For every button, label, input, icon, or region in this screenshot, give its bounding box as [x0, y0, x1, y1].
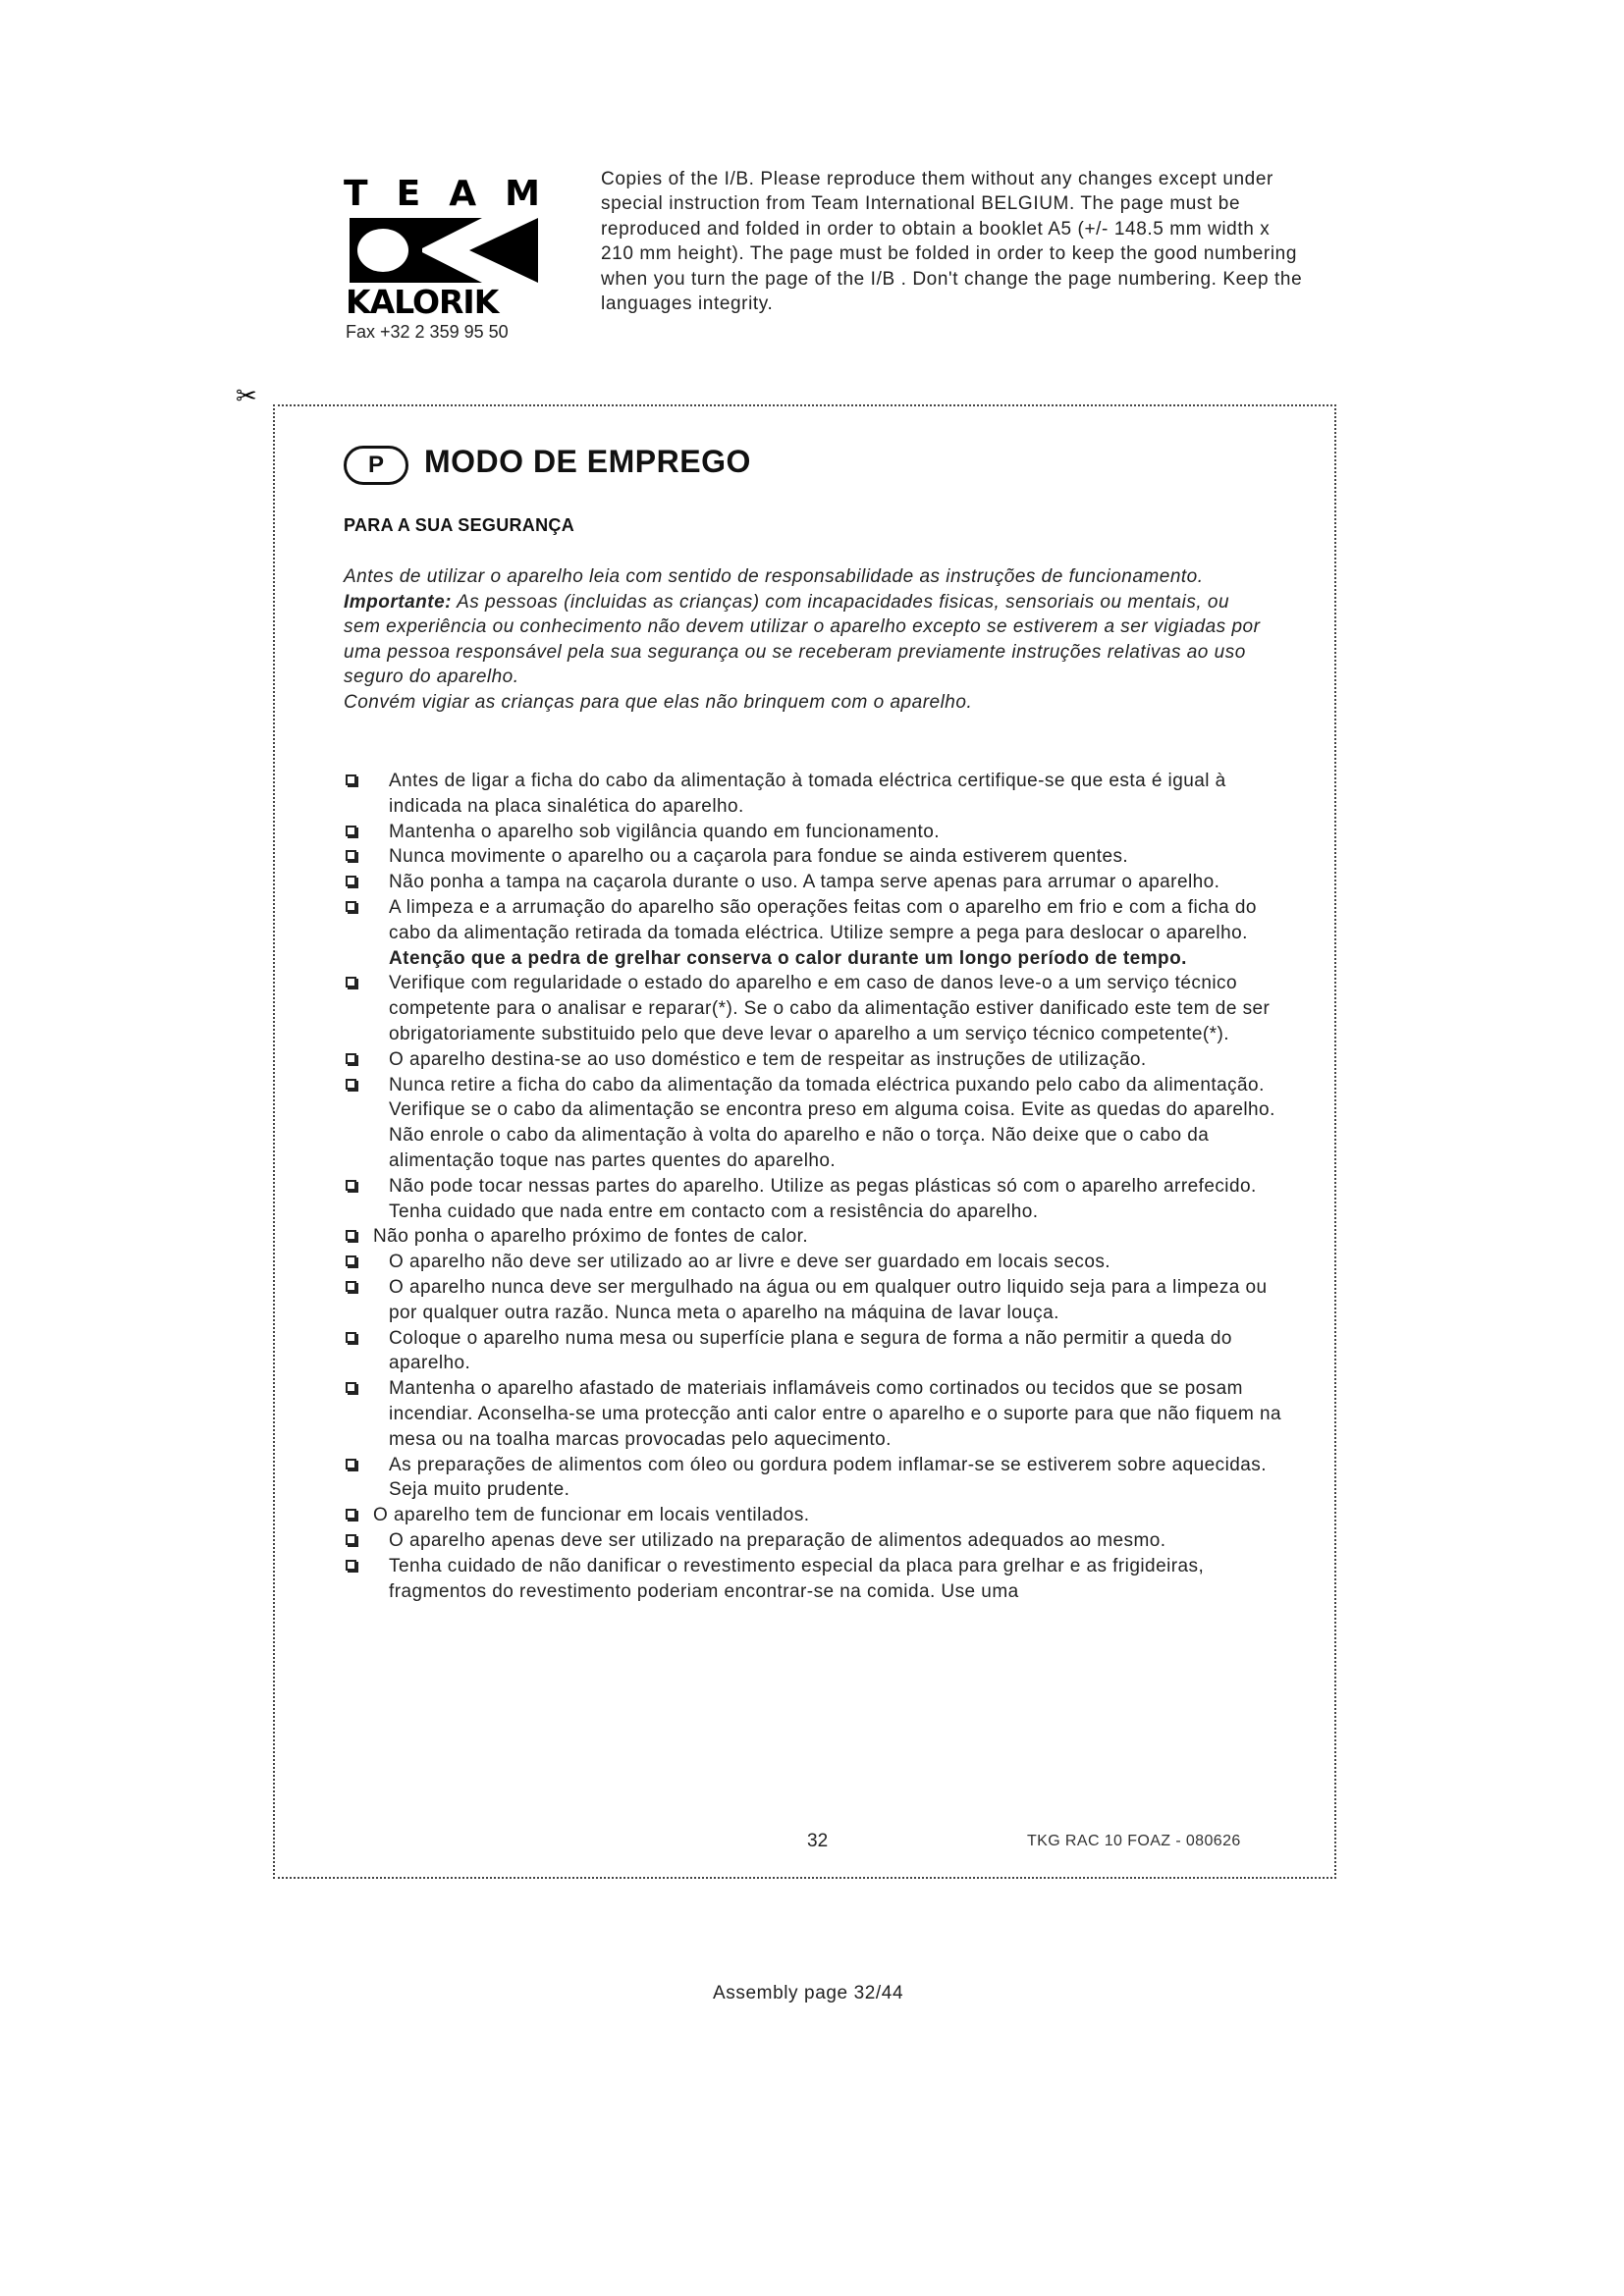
children-warning: Convém vigiar as crianças para que elas não brinquem com o aparelho.	[344, 691, 973, 713]
list-item: Nunca movimente o aparelho ou a caçarola para fondue se ainda estiverem quentes.	[344, 844, 1296, 870]
list-item: O aparelho tem de funcionar em locais ventilados.	[344, 1503, 1296, 1528]
checkbox-bullet-icon	[346, 1534, 356, 1545]
team-kalorik-logo	[344, 174, 542, 322]
checkbox-bullet-icon	[346, 1180, 356, 1191]
checkbox-bullet-icon	[346, 977, 356, 988]
list-item: Não ponha o aparelho próximo de fontes de calor.	[344, 1224, 1296, 1250]
list-item: O aparelho apenas deve ser utilizado na preparação de alimentos adequados ao mesmo.	[344, 1528, 1296, 1554]
language-badge: P	[344, 446, 408, 485]
list-item: Nunca retire a ficha do cabo da alimentação da tomada eléctrica puxando pelo cabo da alimentação. Verifique se o cabo da alimentação se encontra preso em alguma coisa. Evite as quedas do aparelho. Não enrole o cabo da alimentação à volta do aparelho e não o torça. Não deixe que o cabo da alimentação toque nas partes quentes do aparelho.	[344, 1073, 1296, 1174]
page-number: 32	[807, 1831, 829, 1851]
logo-wordmark: KALORIK	[346, 283, 499, 321]
intro-block	[344, 564, 1262, 716]
checkbox-bullet-icon	[346, 1560, 356, 1571]
list-item: O aparelho nunca deve ser mergulhado na água ou em qualquer outro liquido seja para a limpeza ou por qualquer outra razão. Nunca meta o aparelho na máquina de lavar louça.	[344, 1275, 1296, 1326]
page-title: MODO DE EMPREGO	[424, 444, 751, 479]
list-item: Coloque o aparelho numa mesa ou superfície plana e segura de forma a não permitir a queda do aparelho.	[344, 1326, 1296, 1377]
list-item: Mantenha o aparelho afastado de materiais inflamáveis como cortinados ou tecidos que se posam incendiar. Aconselha-se uma protecção anti calor entre o aparelho e o suporte para que não fiquem na mesa ou na toalha marcas provocadas pelo aquecimento.	[344, 1376, 1296, 1452]
checkbox-bullet-icon	[346, 901, 356, 912]
checkbox-bullet-icon	[346, 1332, 356, 1343]
fax-number: Fax +32 2 359 95 50	[346, 322, 509, 342]
list-item: Antes de ligar a ficha do cabo da alimentação à tomada eléctrica certifique-se que esta é igual à indicada na placa sinalética do aparelho.	[344, 769, 1296, 820]
important-text: As pessoas (incluidas as crianças) com incapacidades fisicas, sensoriais ou mentais, ou sem experiência ou conhecimento não devem utilizar o aparelho excepto se estiverem a ser vigiadas por uma pessoa responsável pela sua segurança ou se receberam previamente instruções relativas ao uso seguro do aparelho.	[344, 591, 1261, 688]
scissors-icon: ✂	[236, 381, 257, 410]
logo-team-letters: T E A M	[344, 174, 540, 214]
important-label: Importante:	[344, 591, 452, 613]
list-item: A limpeza e a arrumação do aparelho são operações feitas com o aparelho em frio e com a ficha do cabo da alimentação retirada da tomada eléctrica. Utilize sempre a pega para deslocar o aparelho. Atenção que a pedra de grelhar conserva o calor durante um longo período de tempo.	[344, 895, 1296, 971]
list-item: Verifique com regularidade o estado do aparelho e em caso de danos leve-o a um serviço técnico competente para o analisar e reparar(*). Se o cabo da alimentação estiver danificado este tem de ser obrigatoriamente substituido pelo que deve levar o aparelho a um serviço técnico competente(*).	[344, 971, 1296, 1046]
checkbox-bullet-icon	[346, 1459, 356, 1469]
checkbox-bullet-icon	[346, 1079, 356, 1090]
section-heading: PARA A SUA SEGURANÇA	[344, 515, 575, 535]
checkbox-bullet-icon	[346, 850, 356, 861]
document-code: TKG RAC 10 FOAZ - 080626	[1027, 1833, 1241, 1849]
important-paragraph	[344, 590, 1262, 690]
checkbox-bullet-icon	[346, 1281, 356, 1292]
list-item: O aparelho destina-se ao uso doméstico e tem de respeitar as instruções de utilização.	[344, 1047, 1296, 1073]
list-item: Tenha cuidado de não danificar o revestimento especial da placa para grelhar e as frigideiras, fragmentos do revestimento poderiam encontrar-se na comida. Use uma	[344, 1554, 1296, 1605]
checkbox-bullet-icon	[346, 1230, 356, 1241]
safety-list	[344, 769, 1296, 1604]
reproduction-instructions: Copies of the I/B. Please reproduce them without any changes except under special instruction from Team International BELGIUM. The page must be reproduced and folded in order to obtain a booklet A5 (+/- 148.5 mm width x 210 mm height). The page must be folded in order to keep the good numbering when you turn the page of the I/B . Don't change the page numbering. Keep the languages integrity.	[601, 169, 1303, 315]
list-item: Não pode tocar nessas partes do aparelho. Utilize as pegas plásticas só com o aparelho arrefecido. Tenha cuidado que nada entre em contacto com a resistência do aparelho.	[344, 1174, 1296, 1225]
checkbox-bullet-icon	[346, 876, 356, 886]
assembly-page-label: Assembly page 32/44	[713, 1983, 904, 2003]
list-item: Não ponha a tampa na caçarola durante o uso. A tampa serve apenas para arrumar o aparelho.	[344, 870, 1296, 895]
checkbox-bullet-icon	[346, 1255, 356, 1266]
checkbox-bullet-icon	[346, 774, 356, 785]
list-item: O aparelho não deve ser utilizado ao ar livre e deve ser guardado em locais secos.	[344, 1250, 1296, 1275]
checkbox-bullet-icon	[346, 826, 356, 836]
checkbox-bullet-icon	[346, 1053, 356, 1064]
checkbox-bullet-icon	[346, 1382, 356, 1393]
checkbox-bullet-icon	[346, 1509, 356, 1520]
list-item: Mantenha o aparelho sob vigilância quando em funcionamento.	[344, 820, 1296, 845]
intro-paragraph: Antes de utilizar o aparelho leia com sentido de responsabilidade as instruções de funcionamento.	[344, 566, 1204, 587]
kalorik-k-icon	[350, 218, 538, 283]
heat-warning: Atenção que a pedra de grelhar conserva o calor durante um longo período de tempo.	[389, 947, 1187, 969]
list-item: As preparações de alimentos com óleo ou gordura podem inflamar-se se estiverem sobre aquecidas. Seja muito prudente.	[344, 1453, 1296, 1504]
